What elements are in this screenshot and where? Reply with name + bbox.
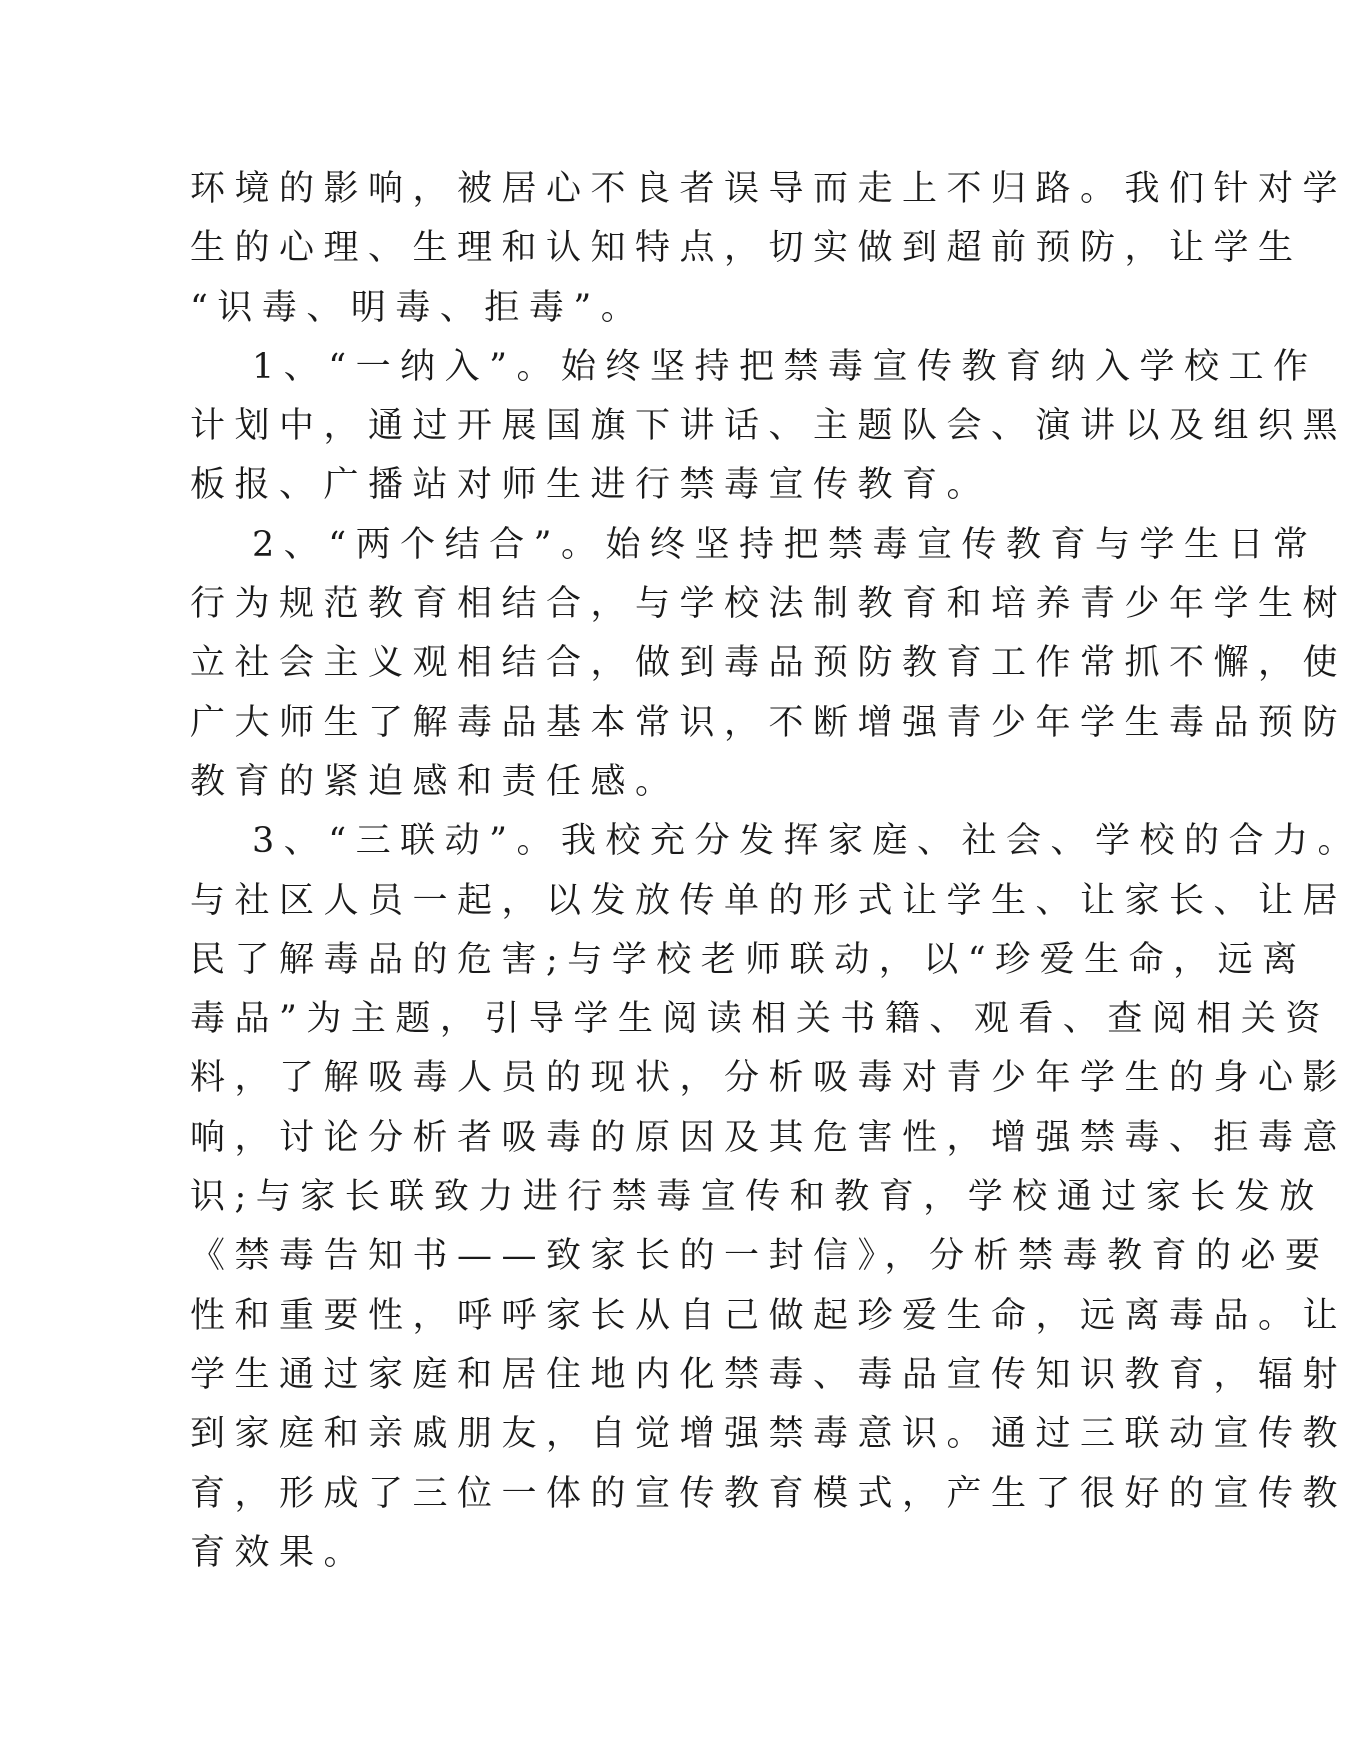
text-line: 与社区人员一起，以发放传单的形式让学生、让家长、让居	[190, 880, 1348, 921]
text-line: 2、“两个结合”。始终坚持把禁毒宣传教育与学生日常	[252, 524, 1318, 565]
paragraph-intro-continued	[190, 160, 1348, 338]
text-line: 生的心理、生理和认知特点，切实做到超前预防，让学生	[190, 228, 1303, 269]
text-line: 立社会主义观相结合，做到毒品预防教育工作常抓不懈，使	[190, 643, 1348, 684]
paragraph-one-inclusion	[190, 338, 1348, 516]
text-line: 广大师生了解毒品基本常识，不断增强青少年学生毒品预防	[190, 702, 1348, 743]
body-text	[190, 160, 1362, 1583]
text-line: 学生通过家庭和居住地内化禁毒、毒品宣传知识教育，辐射	[190, 1354, 1348, 1395]
text-line: 响，讨论分析者吸毒的原因及其危害性，增强禁毒、拒毒意	[190, 1117, 1348, 1158]
text-line: 计划中，通过开展国旗下讲话、主题队会、演讲以及组织黑	[190, 406, 1348, 447]
text-line: 育效果。	[190, 1532, 369, 1573]
text-line: 板报、广播站对师生进行禁毒宣传教育。	[190, 465, 992, 506]
text-line: 《禁毒告知书——致家长的一封信》，分析禁毒教育的必要	[190, 1236, 1330, 1277]
text-line: 育，形成了三位一体的宣传教育模式，产生了很好的宣传教	[190, 1473, 1348, 1514]
text-line: 毒品”为主题，引导学生阅读相关书籍、观看、查阅相关资	[190, 999, 1330, 1040]
text-line: 3、“三联动”。我校充分发挥家庭、社会、学校的合力。	[252, 821, 1362, 862]
text-line: “识毒、明毒、拒毒”。	[190, 287, 646, 328]
paragraph-two-combinations	[190, 516, 1348, 812]
paragraph-three-linkages	[190, 812, 1362, 1583]
text-line: 民了解毒品的危害;与学校老师联动，以“珍爱生命，远离	[190, 939, 1307, 980]
text-line: 到家庭和亲戚朋友，自觉增强禁毒意识。通过三联动宣传教	[190, 1414, 1348, 1455]
text-line: 识;与家长联致力进行禁毒宣传和教育，学校通过家长发放	[190, 1177, 1324, 1218]
text-line: 1、“一纳入”。始终坚持把禁毒宣传教育纳入学校工作	[252, 346, 1318, 387]
text-line: 环境的影响，被居心不良者误导而走上不归路。我们针对学	[190, 169, 1348, 209]
text-line: 行为规范教育相结合，与学校法制教育和培养青少年学生树	[190, 584, 1348, 625]
text-line: 性和重要性，呼呼家长从自己做起珍爱生命，远离毒品。让	[190, 1295, 1348, 1336]
text-line: 料，了解吸毒人员的现状，分析吸毒对青少年学生的身心影	[190, 1058, 1348, 1099]
text-line: 教育的紧迫感和责任感。	[190, 761, 680, 802]
